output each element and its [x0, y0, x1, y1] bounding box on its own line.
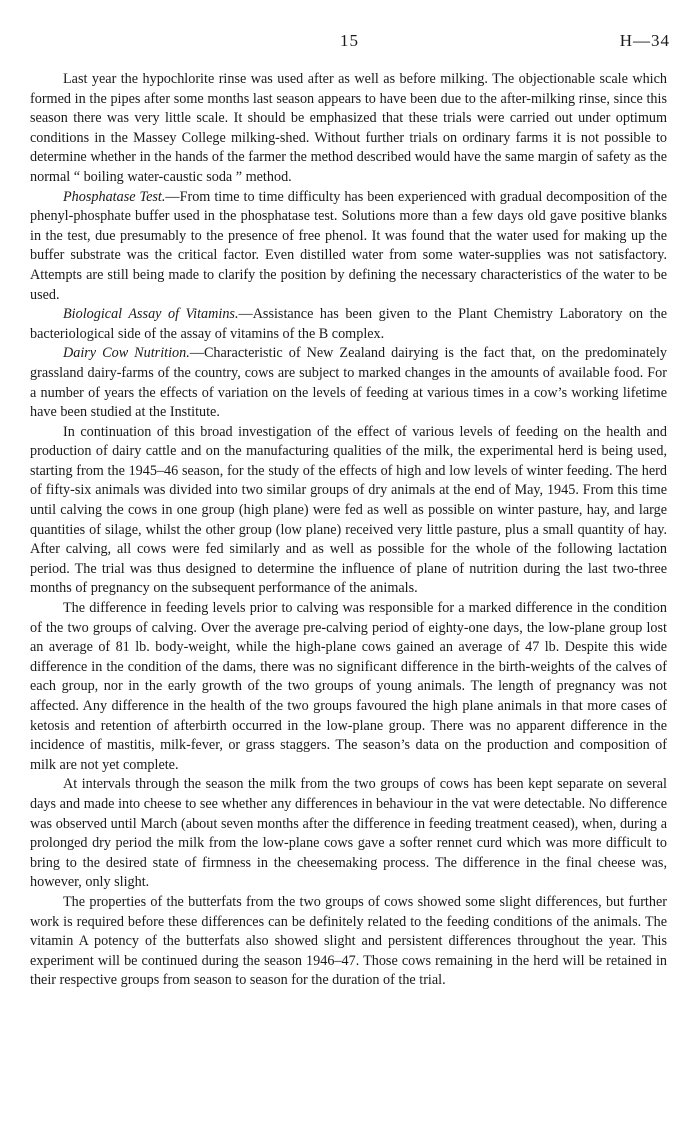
section-heading-dairy-cow-nutrition: Dairy Cow Nutrition. — [63, 345, 190, 362]
paragraph-text: —Assistance has been given to the Plant Chemistry Laboratory on the bacteriological side of the assay of vitamins of the B complex. — [30, 306, 667, 342]
paragraph-dairy-cow-nutrition — [30, 344, 667, 422]
page-number: 15 — [340, 31, 359, 50]
paragraph-text: Last year the hypochlorite rinse was used after as well as before milking. The objectionable scale which formed in the pipes after some months last season appears to have been due to the after-milking rinse, since this season there was very little scale. It should be emphasized that these trials were carried out under optimum conditions in the Massey College milking-shed. Without further trials on ordinary farms it is not possible to determine whether in the hands of the farmer the method described would have the same margin of safety as the normal “ boiling water-caustic soda ” method. — [30, 71, 667, 185]
paragraph-cheese-trials — [30, 775, 667, 893]
paragraph-winter-feeding-trial — [30, 423, 667, 599]
paragraph-butterfat-properties — [30, 893, 667, 991]
document-reference: H—34 — [619, 31, 670, 50]
paragraph-feeding-levels — [30, 599, 667, 775]
section-heading-biological-assay: Biological Assay of Vitamins. — [63, 306, 239, 323]
section-heading-phosphatase-test: Phosphatase Test. — [63, 188, 166, 205]
paragraph-hypochlorite-rinse — [30, 70, 667, 188]
paragraph-text: —From time to time difficulty has been experienced with gradual decomposition of the phenyl-phosphate buffer used in the phosphatase test. Solutions more than a few days old gave positive blanks in the test, due presumably to the presence of free phenol. It was found that the water used for making up the buffer substrate was the critical factor. Even distilled water from some water-supplies was not satisfactory. Attempts are still being made to clarify the position by defining the necessary characteristics of the water to be used. — [30, 188, 667, 303]
paragraph-text: In continuation of this broad investigation of the effect of various levels of feeding on the health and production of dairy cattle and on the manufacturing qualities of the milk, the experimental herd is being used, starting from the 1945–46 season, for the study of the effects of high and low levels of winter feeding. The herd of fifty-six animals was divided into two similar groups of dry animals at the end of May, 1945. From this time until calving the cows in one group (high plane) were fed as well as possible on winter pasture, hay, and large quantities of silage, whilst the other group (low plane) received very little pasture, plus a small quantity of hay. After calving, all cows were fed similarly and as well as possible for the whole of the following lactation period. The trial was thus designed to determine the influence of plane of nutrition during the last two-three months of pregnancy on the subsequent performance of the animals. — [30, 423, 667, 597]
paragraph-biological-assay — [30, 305, 667, 344]
paragraph-text: —Characteristic of New Zealand dairying is the fact that, on the predominately grassland dairy-farms of the country, cows are subject to marked changes in the amounts of available food. For a number of years the effects of variation on the levels of feeding at various times in a cow’s working lifetime have been studied at the Institute. — [30, 345, 667, 421]
paragraph-phosphatase-test — [30, 188, 667, 306]
paragraph-text: The difference in feeding levels prior to calving was responsible for a marked difference in the condition of the two groups of calving. Over the average pre-calving period of eighty-one days, the low-plane group lost an average of 81 lb. body-weight, while the high-plane cows gained an average of 47 lb. Despite this wide difference in the condition of the dams, there was no significant difference in the birth-weights of the calves of each group, nor in the early growth of the two groups of young animals. The length of pregnancy was not affected. Any difference in the health of the two groups favoured the high plane animals in that more cases of ketosis and retention of afterbirth occurred in the low-plane group. There was no apparent difference in the incidence of mastitis, milk-fever, or grass staggers. The season’s data on the production and composition of milk are not yet complete. — [30, 600, 667, 773]
paragraph-text: The properties of the butterfats from the two groups of cows showed some slight differences, but further work is required before these differences can be definitely related to the feeding conditions of the animals. The vitamin A potency of the butterfats also showed slight and persistent differences throughout the year. This experiment will be continued during the season 1946–47. Those cows remaining in the herd will be retained in their respective groups from season to season for the duration of the trial. — [30, 893, 667, 989]
paragraph-text: At intervals through the season the milk from the two groups of cows has been kept separate on several days and made into cheese to see whether any differences in behaviour in the vat were detectable. No difference was observed until March (about seven months after the difference in feeding treatment ceased), when, during a prolonged dry period the milk from the low-plane cows gave a softer rennet curd which was more difficult to bring to the desired state of firmness in the cheesemaking process. The difference in the final cheese was, however, only slight. — [30, 776, 667, 891]
body-text — [30, 70, 667, 991]
